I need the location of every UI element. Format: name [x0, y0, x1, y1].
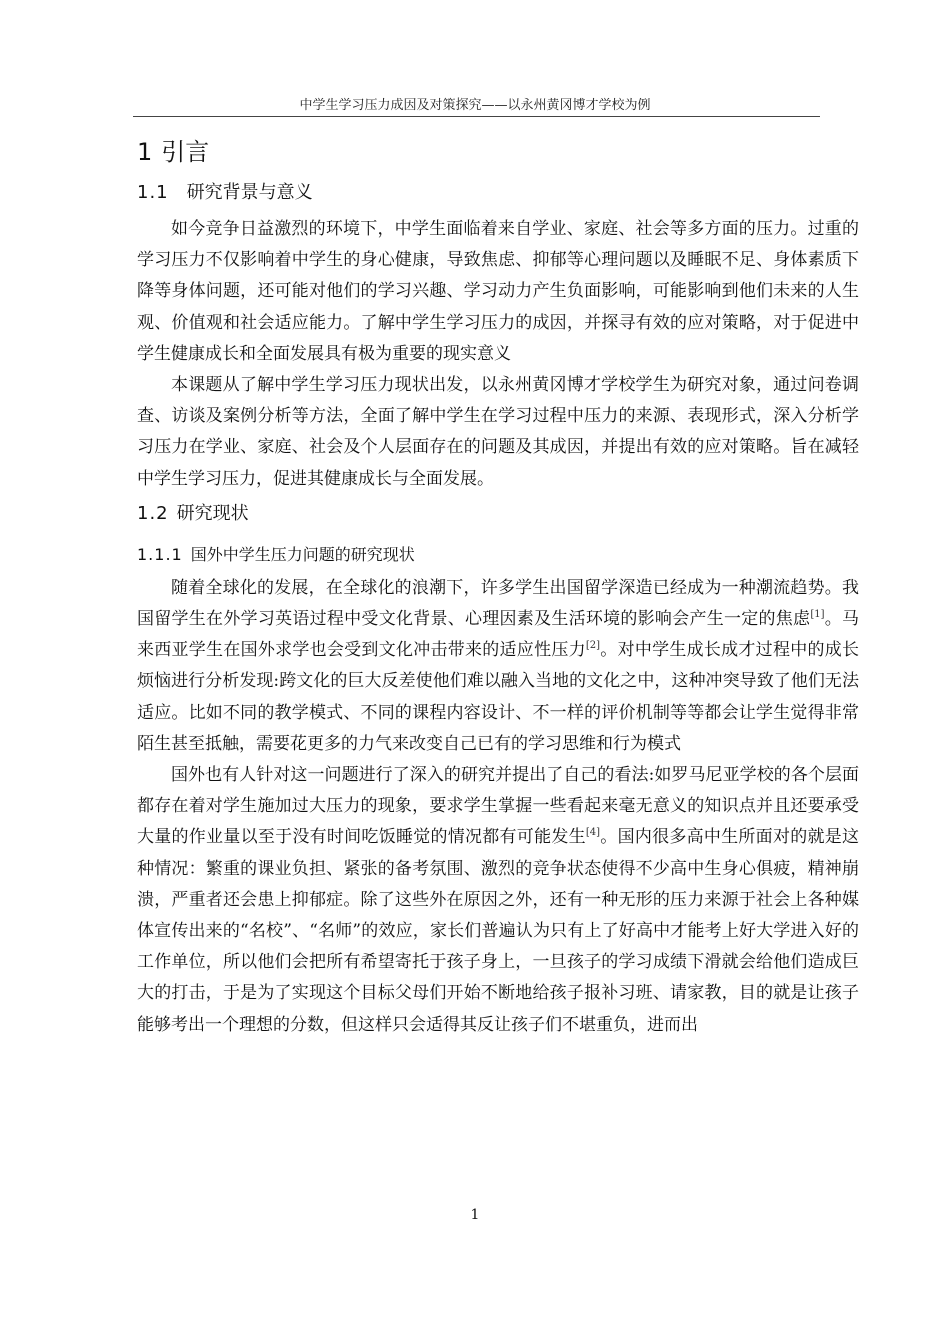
paragraph-text: 随着全球化的发展，在全球化的浪潮下，许多学生出国留学深造已经成为一种潮流趋势。我国留学生在外学习英语过程中受文化背景、心理因素及生活环境的影响会产生一定的焦虑: [137, 577, 859, 630]
page-content: [137, 132, 859, 1041]
citation-ref-4[interactable]: [4]: [585, 827, 601, 839]
section-1-1-heading: [137, 176, 859, 210]
paragraph-topic: 本课题从了解中学生学习压力现状出发，以永州黄冈博才学校学生为研究对象，通过问卷调查、访谈及案例分析等方法，全面了解中学生在学习过程中压力的来源、表现形式，深入分析学习压力在学业、家庭、社会及个人层面存在的问题及其成因，并提出有效的应对策略。旨在减轻中学生学习压力，促进其健康成长与全面发展。: [137, 375, 859, 489]
section-1-2-title: 研究现状: [176, 502, 249, 524]
paragraph-foreign-study: [137, 573, 859, 760]
paragraph-text: 。国内很多高中生所面对的就是这种情况：繁重的课业负担、紧张的备考氛围、激烈的竞争状态使得不少高中生身心俱疲，精神崩溃，严重者还会患上抑郁症。除了这些外在原因之外，还有一种无形的压力来源于社会上各种媒体宣传出来的“名校”、“名师”的效应，家长们普遍认为只有上了好高中才能考上好大学进入好的工作单位，所以他们会把所有希望寄托于孩子身上，一旦孩子的学习成绩下滑就会给他们造成巨大的打击，于是为了实现这个目标父母们开始不断地给孩子报补习班、请家教，目的就是让孩子能够考出一个理想的分数，但这样只会适得其反让孩子们不堪重负，进而出: [137, 827, 860, 1035]
paragraph-text: 国外也有人针对这一问题进行了深入的研究并提出了自己的看法:如罗马尼亚学校的各个层面都存在着对学生施加过大压力的现象，要求学生掌握一些看起来毫无意义的知识点并且还要承受大量的作业量以至于没有时间吃饭睡觉的情况都有可能发生: [137, 765, 859, 848]
section-1-1-title: 研究背景与意义: [186, 182, 313, 203]
subsection-1-1-1-title: 国外中学生压力问题的研究现状: [190, 544, 415, 564]
page-number: 1: [470, 1207, 480, 1223]
chapter-title: 引言: [161, 138, 210, 166]
subsection-1-1-1-heading: [137, 541, 859, 569]
paragraph-text: 。对中学生成长成才过程中的成长烦恼进行分析发现:跨文化的巨大反差使他们难以融入当地的文化之中，这种冲突导致了他们无法适应。比如不同的教学模式、不同的课程内容设计、不一样的评价机制等等都会让学生觉得非常陌生甚至抵触，需要花更多的力气来改变自己已有的学习思维和行为模式: [137, 640, 860, 754]
paragraph-foreign-research: [137, 760, 859, 1041]
section-1-2-heading: [137, 497, 859, 531]
chapter-number: 1: [137, 138, 154, 166]
citation-ref-1[interactable]: [1]: [810, 609, 825, 621]
paragraph-text: 。马来西亚学生在国外求学也会受到文化冲击带来的适应性压力: [137, 609, 860, 661]
chapter-heading: [137, 132, 859, 172]
section-1-2-number: 1.2: [137, 502, 169, 524]
paragraph-background: 如今竞争日益激烈的环境下，中学生面临着来自学业、家庭、社会等多方面的压力。过重的学习压力不仅影响着中学生的身心健康，导致焦虑、抑郁等心理问题以及睡眠不足、身体素质下降等身体问题，还可能对他们的学习兴趣、学习动力产生负面影响，可能影响到他们未来的人生观、价值观和社会适应能力。了解中学生学习压力的成因，并探寻有效的应对策略，对于促进中学生健康成长和全面发展具有极为重要的现实意义: [137, 219, 859, 364]
citation-ref-2[interactable]: [2]: [585, 640, 601, 652]
subsection-1-1-1-number: 1.1.1: [137, 544, 183, 564]
section-1-1-number: 1.1: [137, 182, 169, 203]
running-header: 中学生学习压力成因及对策探究——以永州黄冈博才学校为例: [299, 98, 651, 113]
header-rule: [133, 116, 820, 117]
